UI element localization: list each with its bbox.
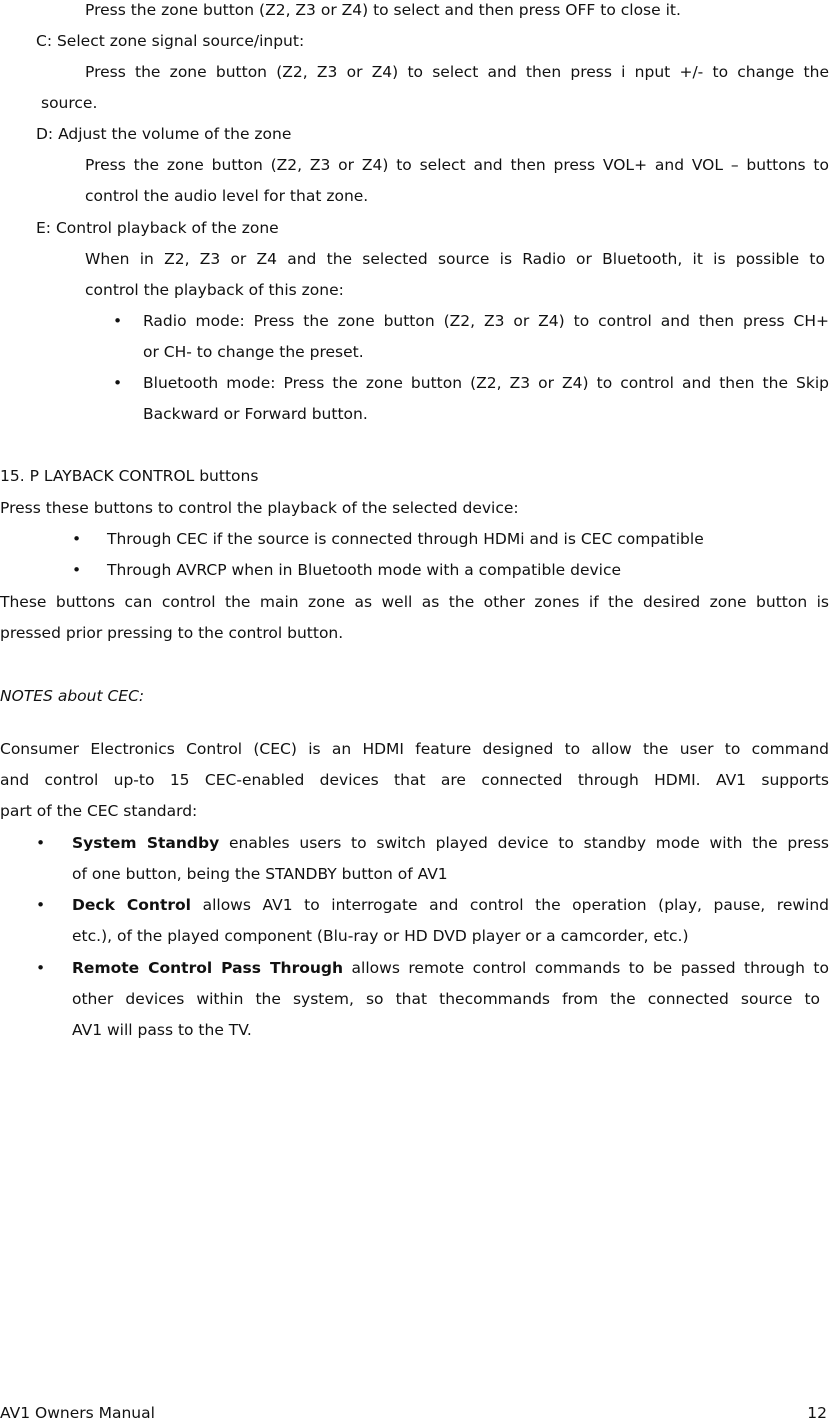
cec-item-standby-line2: of one button, being the STANDBY button of AV1 — [72, 865, 448, 883]
zone-e-heading: E: Control playback of the zone — [36, 219, 279, 237]
bullet-dot-icon: • — [36, 834, 46, 852]
bluetooth-mode-line1: Bluetooth mode: Press the zone button (Z2, Z3 or Z4) to control and then the Skip — [143, 374, 829, 392]
cec-item-remote-line3: AV1 will pass to the TV. — [72, 1021, 252, 1039]
radio-mode-line2: or CH- to change the preset. — [143, 343, 364, 361]
zone-d-body-line2: control the audio level for that zone. — [85, 187, 369, 205]
cec-item-deck-line2: etc.), of the played component (Blu-ray or HD DVD player or a camcorder, etc.) — [72, 927, 689, 945]
zone-e-body-line1: When in Z2, Z3 or Z4 and the selected source is Radio or Bluetooth, it is possible to — [85, 250, 825, 268]
playback-note-line2: pressed prior pressing to the control button. — [0, 624, 344, 642]
footer-title: AV1 Owners Manual — [0, 1404, 155, 1422]
page-number: 12 — [807, 1404, 827, 1422]
bullet-dot-icon: • — [36, 959, 46, 977]
bullet-dot-icon: • — [113, 374, 123, 392]
cec-item-remote-line2: other devices within the system, so that thecommands from the connected source to — [72, 990, 820, 1008]
zone-c-body-line1: Press the zone button (Z2, Z3 or Z4) to select and then press i nput +/- to change the — [85, 63, 829, 81]
playback-note-line1: These buttons can control the main zone as well as the other zones if the desired zone button is — [0, 593, 829, 611]
playback-heading: 15. P LAYBACK CONTROL buttons — [0, 467, 259, 485]
cec-item-deck-line1: Deck Control allows AV1 to interrogate and control the operation (play, pause, rewind — [72, 896, 829, 914]
cec-term-remote: Remote Control Pass Through — [72, 959, 344, 977]
playback-intro: Press these buttons to control the playback of the selected device: — [0, 499, 519, 517]
playback-bullet-avrcp: Through AVRCP when in Bluetooth mode with a compatible device — [107, 561, 622, 579]
zone-e-body-line2: control the playback of this zone: — [85, 281, 344, 299]
cec-item-remote-line1: Remote Control Pass Through allows remote control commands to be passed through to — [72, 959, 829, 977]
cec-term-deck: Deck Control — [72, 896, 191, 914]
playback-bullet-cec: Through CEC if the source is connected through HDMi and is CEC compatible — [107, 530, 704, 548]
bullet-dot-icon: • — [36, 896, 46, 914]
cec-para-line3: part of the CEC standard: — [0, 802, 198, 820]
radio-mode-line1: Radio mode: Press the zone button (Z2, Z3 or Z4) to control and then press CH+ — [143, 312, 829, 330]
bluetooth-mode-line2: Backward or Forward button. — [143, 405, 368, 423]
zone-d-heading: D: Adjust the volume of the zone — [36, 125, 292, 143]
zone-c-body-line2: source. — [41, 94, 98, 112]
bullet-dot-icon: • — [113, 312, 123, 330]
cec-term-standby: System Standby — [72, 834, 220, 852]
bullet-dot-icon: • — [72, 561, 82, 579]
zone-c-heading: C: Select zone signal source/input: — [36, 32, 305, 50]
bullet-dot-icon: • — [72, 530, 82, 548]
cec-para-line2: and control up-to 15 CEC-enabled devices that are connected through HDMI. AV1 supports — [0, 771, 829, 789]
cec-para-line1: Consumer Electronics Control (CEC) is an HDMI feature designed to allow the user to command — [0, 740, 829, 758]
cec-item-standby-line1: System Standby enables users to switch played device to standby mode with the press — [72, 834, 829, 852]
zone-d-body-line1: Press the zone button (Z2, Z3 or Z4) to select and then press VOL+ and VOL – buttons to — [85, 156, 829, 174]
cec-heading: NOTES about CEC: — [0, 687, 145, 705]
zone-b-off-line: Press the zone button (Z2, Z3 or Z4) to select and then press OFF to close it. — [85, 1, 681, 19]
